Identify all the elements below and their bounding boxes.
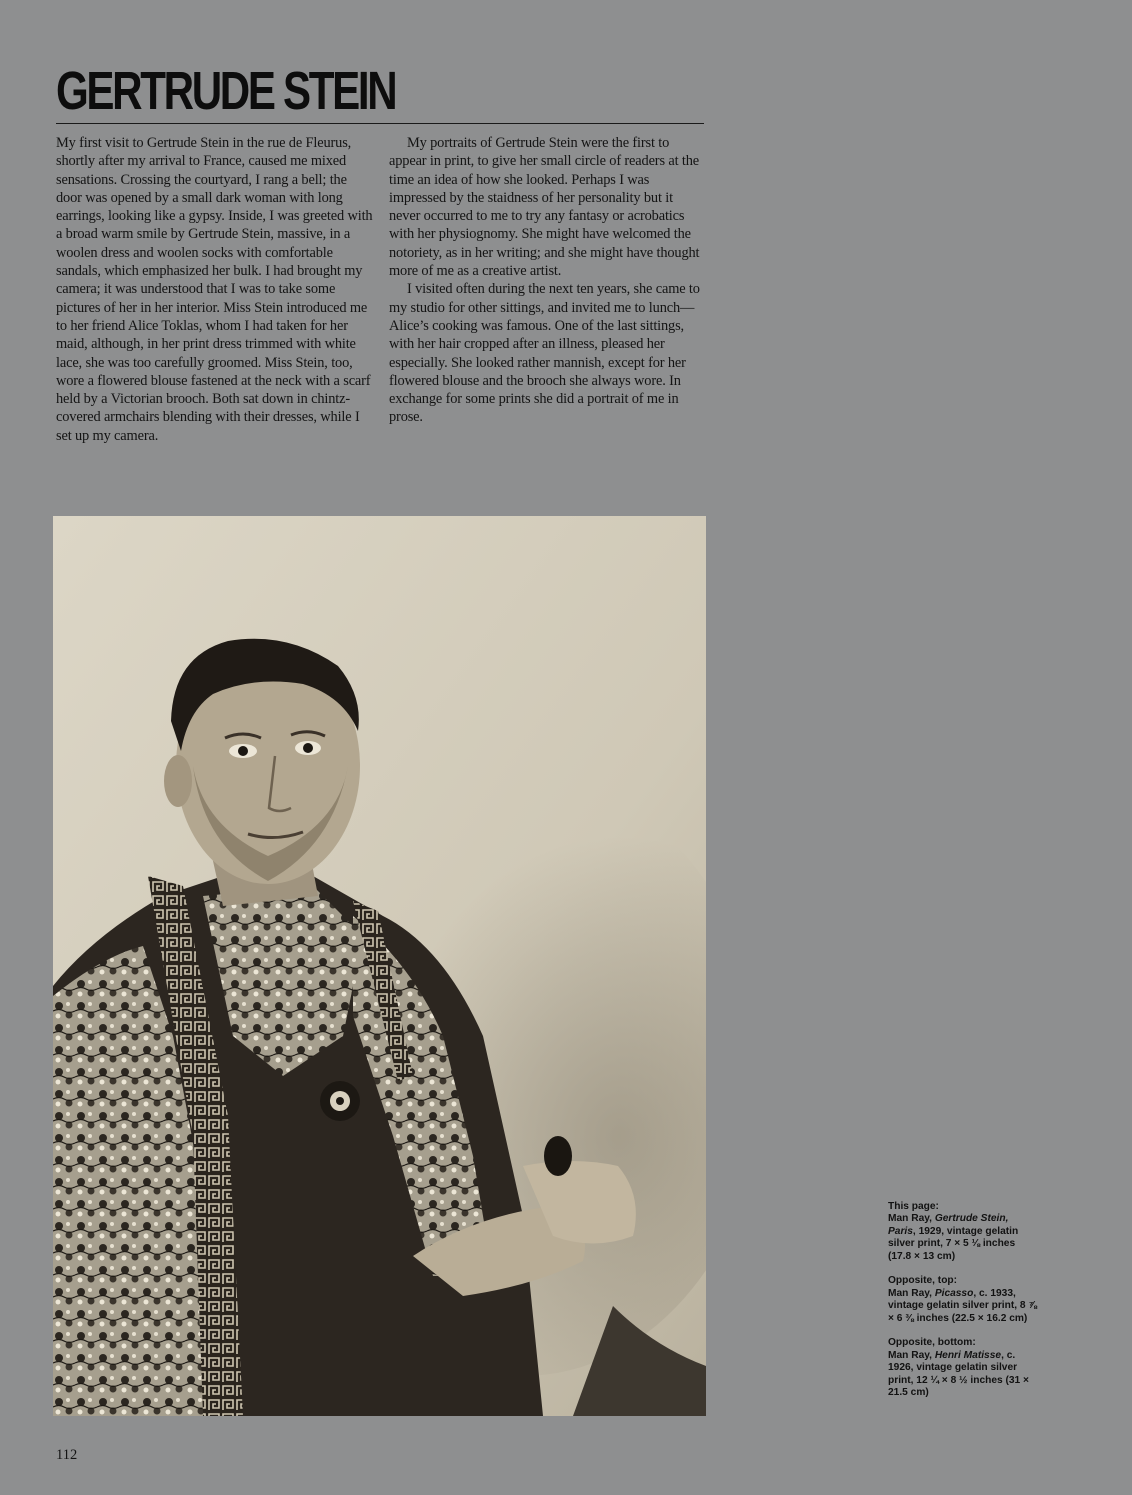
caption-details: , 1929, vintage gelatin silver print, 7 × 5 ⅛ inches (17.8 × 13 cm): [888, 1225, 1019, 1262]
body-column-2: [389, 134, 707, 427]
body-paragraph: My portraits of Gertrude Stein were the first to appear in print, to give her small circle of readers at the time an idea of how she looked. Perhaps I was impressed by the staidness of her personality but it never occurred to me to try any fantasy or acrobatics with her physiognomy. She might have welcomed the notoriety, as in her writing; and she might have thought more of me as a creative artist.: [389, 135, 700, 280]
body-paragraph: My first visit to Gertrude Stein in the rue de Fleurus, shortly after my arrival to France, caused me mixed sensations. Crossing the courtyard, I rang a bell; the door was opened by a small dark woman with long earrings, looking like a gypsy. Inside, I was greeted with a broad warm smile by Gertrude Stein, massive, in a woolen dress and woolen socks with comfortable sandals, which emphasized her bulk. I had brought my camera; it was understood that I was to take some pictures of her in her interior. Miss Stein introduced me to her friend Alice Toklas, whom I had taken for her maid, although, in her print dress trimmed with white lace, she was too carefully groomed. Miss Stein, too, wore a flowered blouse fastened at the neck with a scarf held by a Victorian brooch. Both sat down in chintz-covered armchairs blending with their dresses, while I set up my camera.: [56, 135, 373, 444]
caption-artist: Man Ray,: [888, 1213, 935, 1225]
caption-body: [888, 1288, 1038, 1325]
caption-work-title: Picasso: [934, 1287, 974, 1299]
caption-artist: Man Ray,: [888, 1287, 935, 1299]
caption-artist: Man Ray,: [888, 1349, 935, 1361]
portrait-photograph: [53, 516, 706, 1416]
caption-details: , c. 1926, vintage gelatin silver print, 12 ¼ × 8 ½ inches (31 × 21.5 cm): [888, 1349, 1029, 1399]
caption-label: Opposite, bottom:: [888, 1337, 976, 1349]
body-paragraph: I visited often during the next ten years, she came to my studio for other sittings, and invited me to lunch—Alice’s cooking was famous. One of the last sittings, with her hair cropped after an illness, pleased her especially. She looked rather mannish, except for her flowered blouse and the brooch she always wore. In exchange for some prints she did a portrait of me in prose.: [389, 281, 700, 426]
portrait-illustration: [53, 516, 706, 1416]
caption-work-title: Gertrude Stein, Paris: [888, 1213, 1009, 1237]
page-number: 112: [56, 1447, 78, 1463]
title-rule: [56, 123, 704, 124]
caption: [888, 1201, 1038, 1263]
caption-label: Opposite, top:: [888, 1275, 958, 1287]
caption-details: , c. 1933, vintage gelatin silver print, 8 ⅞ × 6 ⅜ inches (22.5 × 16.2 cm): [888, 1287, 1037, 1324]
caption-body: [888, 1350, 1038, 1400]
caption-label: This page:: [888, 1201, 939, 1212]
body-column-1: [56, 134, 374, 445]
caption: [888, 1275, 1038, 1325]
caption-work-title: Henri Matisse: [934, 1349, 1002, 1361]
caption-body: [888, 1213, 1038, 1263]
photo-captions: [888, 1201, 1038, 1412]
caption: [888, 1337, 1038, 1399]
article-title: GERTRUDE STEIN: [56, 61, 396, 121]
